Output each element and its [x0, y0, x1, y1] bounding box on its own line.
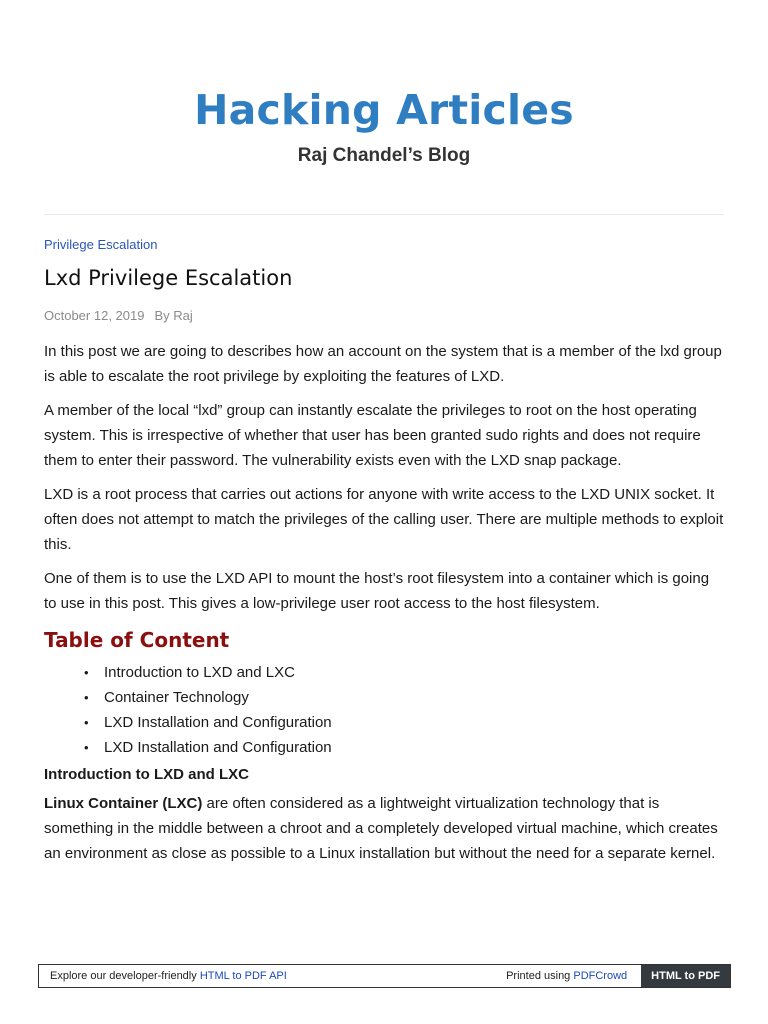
lxc-paragraph [44, 791, 724, 866]
toc-item: • Introduction to LXD and LXC [84, 660, 724, 685]
html-to-pdf-button[interactable]: HTML to PDF [641, 965, 730, 987]
toc-title: Table of Content [44, 628, 230, 652]
post-title: Lxd Privilege Escalation [44, 266, 293, 290]
footer-printed [506, 970, 641, 982]
post-date: October 12, 2019 [44, 308, 145, 323]
lxc-text: are often considered as a lightweight virtualization technology that is something in the middle between a chroot and a completely developed virtual machine, which creates an environment as close as possible to a Linux installation but without the need for a separate kernel. [44, 795, 718, 862]
site-tagline: Raj Chandel’s Blog [297, 145, 471, 166]
intro-paragraph: In this post we are going to describes how an account on the system that is a member of the lxd group is able to escalate the root privilege by exploiting the features of LXD. [44, 343, 722, 385]
toc-item: • LXD Installation and Configuration [84, 735, 724, 760]
pdfcrowd-link[interactable]: PDFCrowd [573, 970, 628, 982]
lxd-group-paragraph: A member of the local “lxd” group can instantly escalate the privileges to root on the host operating system. This is irrespective of whether that user has been granted sudo rights and does not require them to enter their password. The vulnerability exists even with the LXD snap package. [44, 402, 701, 469]
html-to-pdf-api-link[interactable]: HTML to PDF API [199, 970, 287, 982]
toc-list [84, 660, 724, 760]
footer-explore [39, 970, 506, 982]
footer-explore-text: Explore our developer-friendly [50, 970, 200, 982]
post-content [44, 236, 724, 875]
header-divider [44, 214, 724, 215]
category-link[interactable]: Privilege Escalation [44, 237, 158, 252]
lxd-root-process-paragraph: LXD is a root process that carries out actions for anyone with write access to the LXD UNIX socket. It often does not attempt to match the privileges of the calling user. There are multiple methods to exploit this. [44, 486, 724, 553]
lxc-bold-lead: Linux Container (LXC) [44, 795, 203, 812]
toc-item: • LXD Installation and Configuration [84, 710, 724, 735]
section-heading: Introduction to LXD and LXC [44, 766, 249, 783]
pdfcrowd-footer [38, 964, 731, 988]
post-author: By Raj [154, 308, 193, 323]
footer-printed-text: Printed using [506, 970, 574, 982]
toc-item: • Container Technology [84, 685, 724, 710]
lxd-api-paragraph: One of them is to use the LXD API to mount the host’s root filesystem into a container which is going to use in this post. This gives a low-privilege user root access to the host filesystem. [44, 570, 710, 612]
site-title[interactable]: Hacking Articles [194, 86, 574, 134]
post-meta [44, 308, 724, 323]
